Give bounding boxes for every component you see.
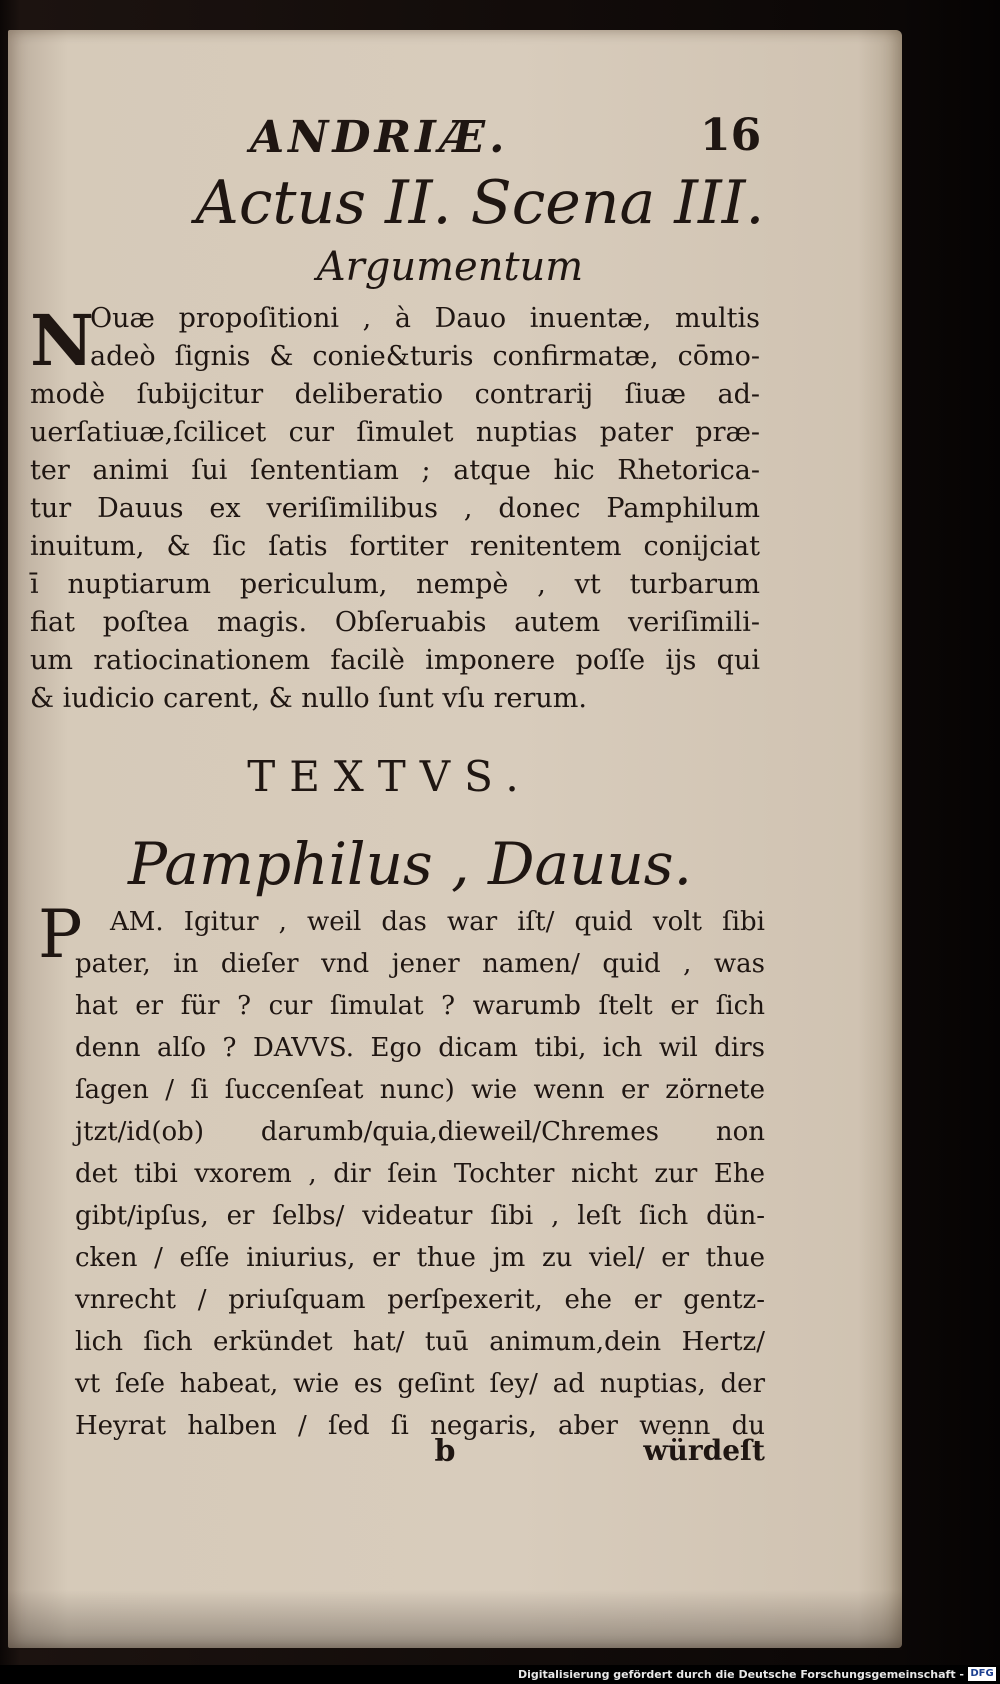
text-line: pater, in dieſer vnd jener namen/ quid , was [75,949,765,979]
text-line: ſagen / ſi ſuccenſeat nunc) wie wenn er zörnete [75,1075,765,1105]
argument-line: ter animi ſui ſententiam ; atque hic Rhetorica- [30,455,760,486]
textus-heading: TEXTVS. [247,752,533,801]
argument-line: um ratiocinationem facilè imponere poſſe ijs qui [30,645,760,676]
page-number: 16 [700,110,762,161]
argument-line: Ouæ propoſitioni , à Dauo inuentæ, multis [90,303,760,334]
text-line: lich ſich erkündet hat/ tuū animum,dein Hertz/ [75,1327,765,1357]
text-line: jtzt/id(ob) darumb/quia,dieweil/Chremes non [75,1117,765,1147]
text-line: det tibi vxorem , dir ſein Tochter nicht zur Ehe [75,1159,765,1189]
scene-title: Actus II. Scena III. [195,168,765,238]
signature-mark: b [434,1434,456,1469]
text-dropcap: P [38,896,83,973]
page-bottom-shadow [8,1590,902,1650]
argument-line: tur Dauus ex veriſimilibus , donec Pamphilum [30,493,760,524]
text-line: vt ſeſe habeat, wie es geſint ſey/ ad nuptias, der [75,1369,765,1399]
digitization-credit: Digitalisierung gefördert durch die Deutsche Forschungsgemeinschaft - [517,1668,964,1681]
text-line: cken / eſſe iniurius, er thue jm zu viel/ er thue [75,1243,765,1273]
argument-line: modè ſubijcitur deliberatio contrarij ſiuæ ad- [30,379,760,410]
text-line: Heyrat halben / ſed ſi negaris, aber wenn du [75,1411,765,1441]
argument-dropcap: N [30,299,94,382]
argument-line: uerſatiuæ,ſcilicet cur ſimulet nuptias pater præ- [30,417,760,448]
catchword: würdeſt [643,1434,765,1467]
text-paragraph [30,896,765,1460]
running-head: ANDRIÆ. [250,112,509,163]
text-line: AM. Igitur , weil das war iſt/ quid volt ſibi [110,907,765,937]
text-line: gibt/ipſus, er ſelbs/ videatur ſibi , leſt ſich dün- [75,1201,765,1231]
text-line: hat er für ? cur ſimulat ? warumb ſtelt er ſich [75,991,765,1021]
argument-line: ī nuptiarum periculum, nempè , vt turbarum [30,569,760,600]
argument-line: adeò ſignis & conie&turis confirmatæ, cōmo- [90,341,760,372]
argument-paragraph [30,300,760,720]
text-line: denn alſo ? DAVVS. Ego dicam tibi, ich wil dirs [75,1033,765,1063]
argument-line: & iudicio carent, & nullo ſunt vſu rerum. [30,683,587,714]
dfg-logo: DFG [968,1667,996,1681]
speakers-heading: Pamphilus , Dauus. [128,830,692,898]
text-line: vnrecht / priuſquam perſpexerit, ehe er gentz- [75,1285,765,1315]
argument-line: fiat poſtea magis. Obſeruabis autem veriſimili- [30,607,760,638]
argument-heading: Argumentum [316,244,584,290]
argument-line: inuitum, & ſic ſatis fortiter renitentem conijciat [30,531,760,562]
